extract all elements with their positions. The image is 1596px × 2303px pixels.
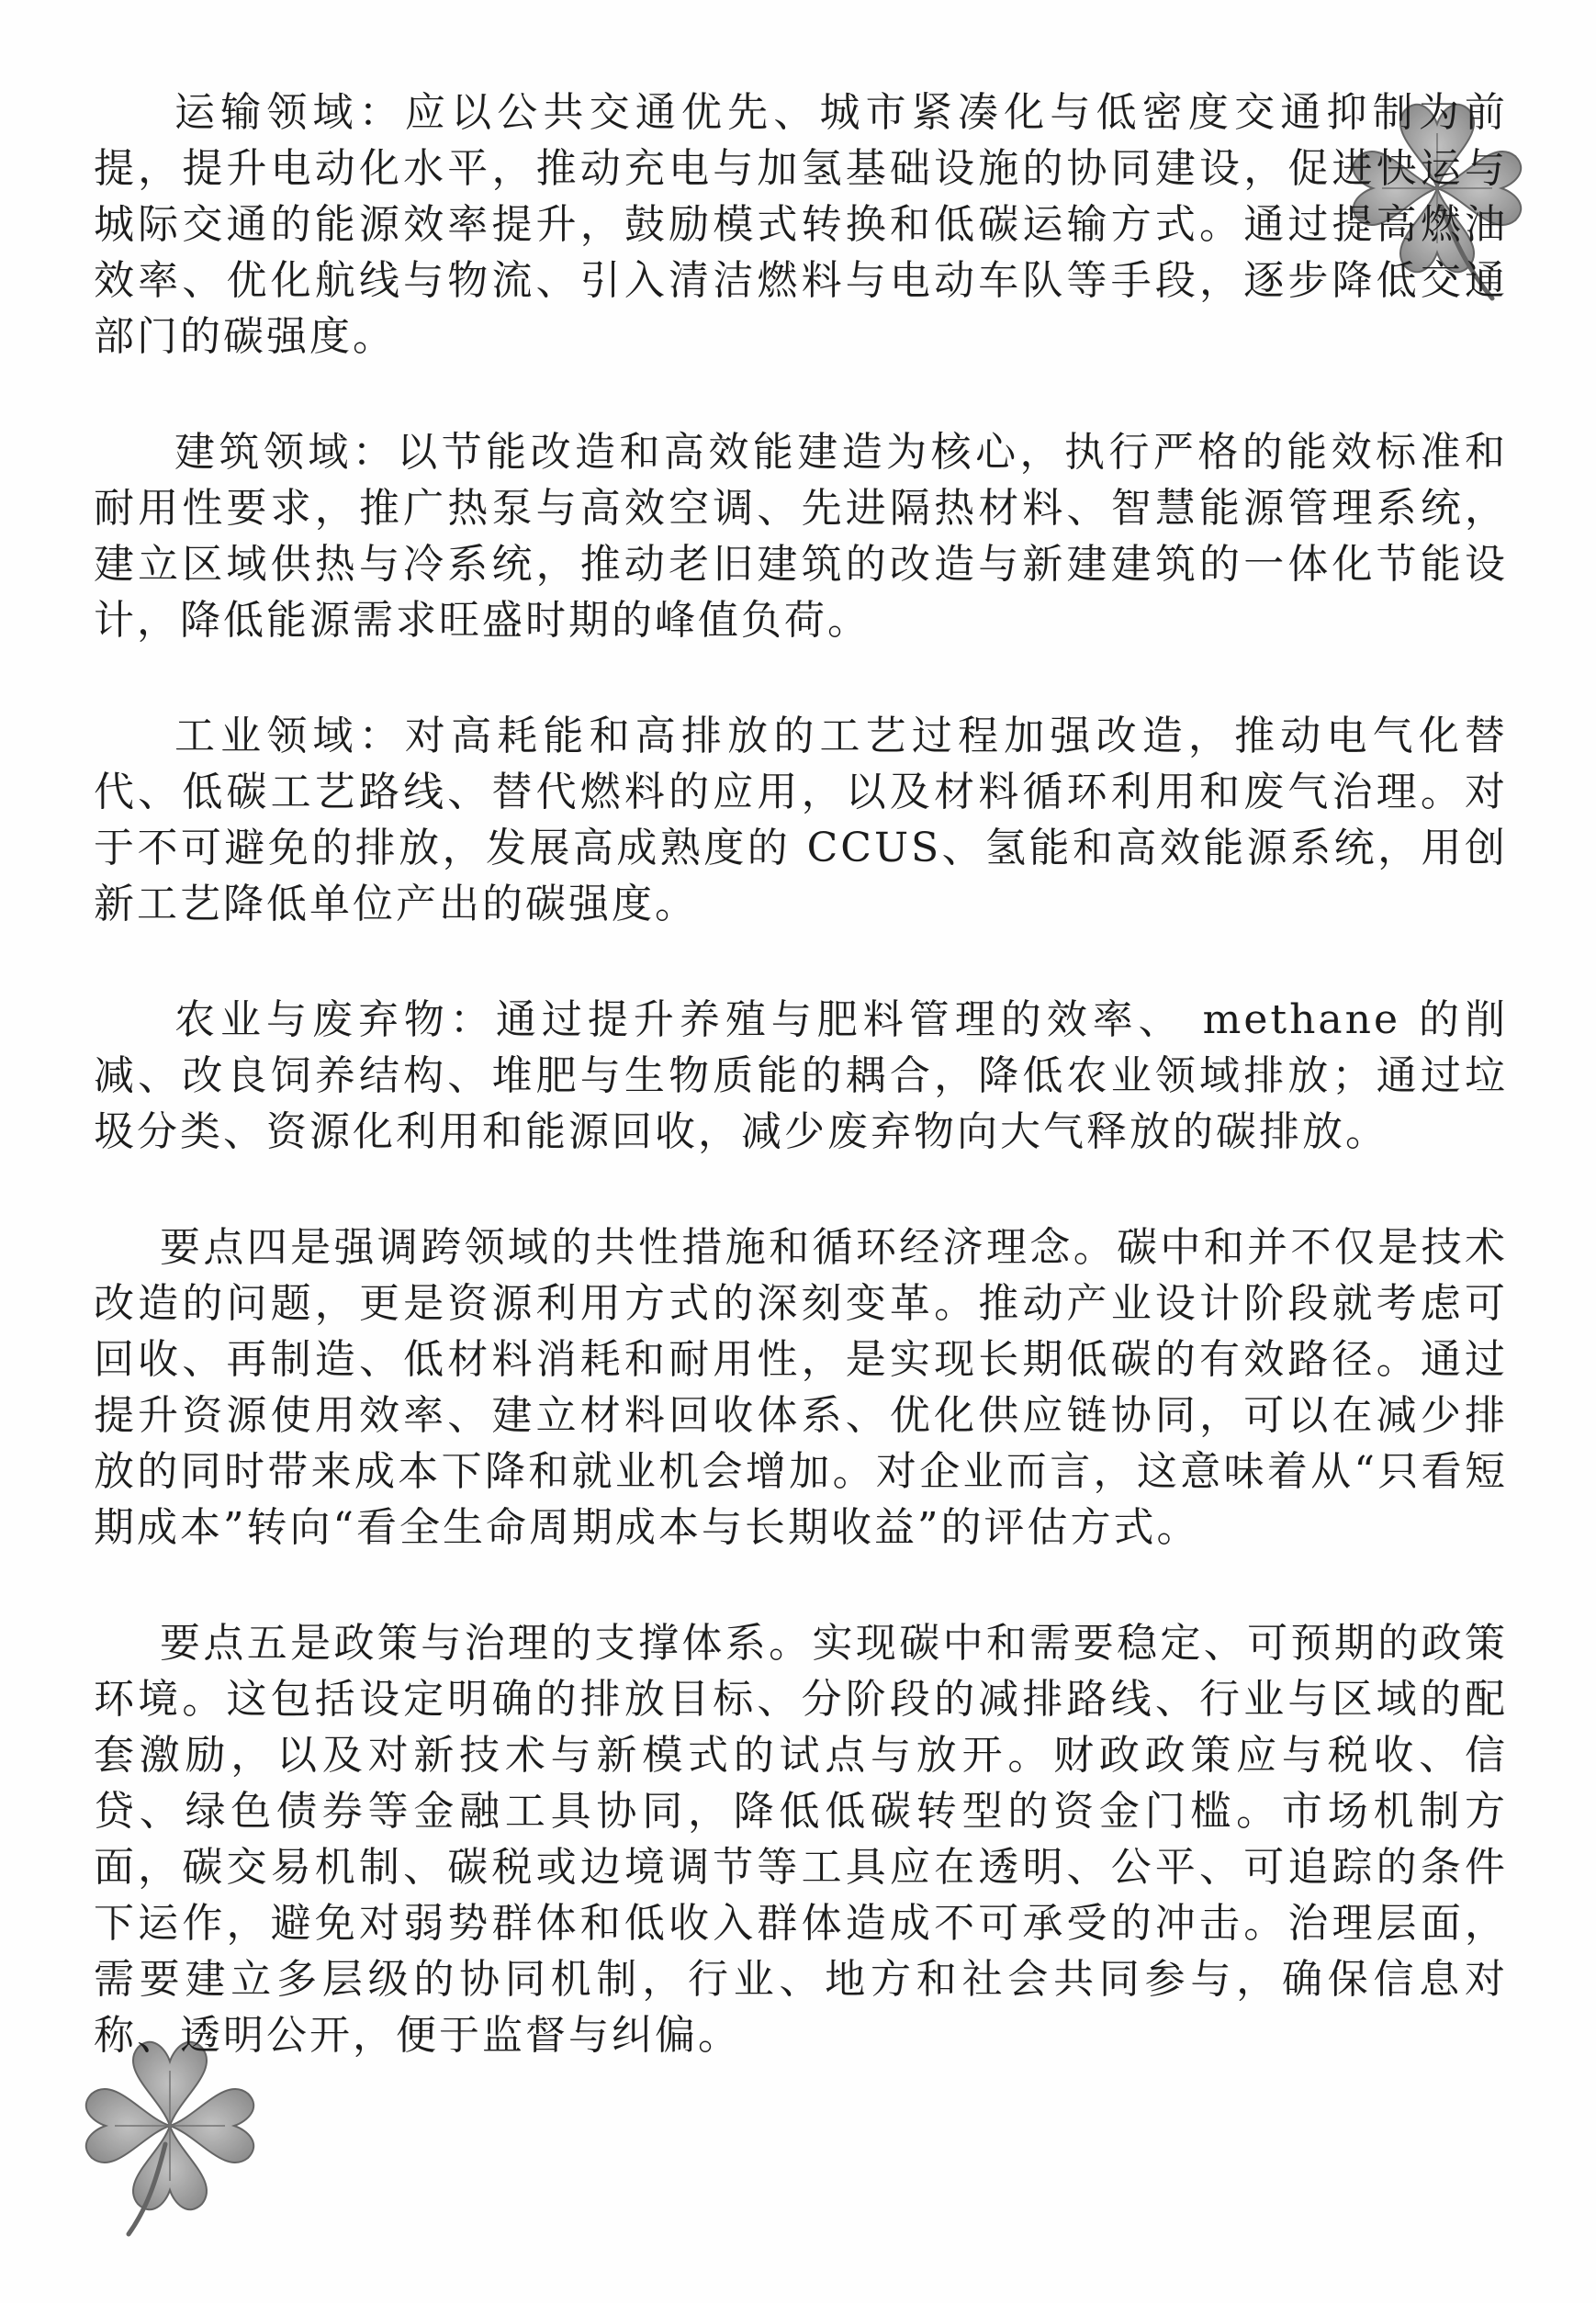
body-text (94, 84, 1508, 2063)
paragraph-point-five: 要点五是政策与治理的支撑体系。实现碳中和需要稳定、可预期的政策环境。这包括设定明确的排放目标、分阶段的减排路线、行业与区域的配套激励，以及对新技术与新模式的试点与放开。财政政策应与税收、信贷、绿色债券等金融工具协同，降低低碳转型的资金门槛。市场机制方面，碳交易机制、碳税或边境调节等工具应在透明、公平、可追踪的条件下运作，避免对弱势群体和低收入群体造成不可承受的冲击。治理层面，需要建立多层级的协同机制，行业、地方和社会共同参与，确保信息对称、透明公开，便于监督与纠偏。 (94, 1620, 1508, 2059)
paragraph-industry: 工业领域：对高耗能和高排放的工艺过程加强改造，推动电气化替代、低碳工艺路线、替代燃料的应用，以及材料循环利用和废气治理。对于不可避免的排放，发展高成熟度的 CCUS、氢能和高效能源系统，用创新工艺降低单位产出的碳强度。 (94, 713, 1508, 927)
paragraph-buildings: 建筑领域：以节能改造和高效能建造为核心，执行严格的能效标准和耐用性要求，推广热泵与高效空调、先进隔热材料、智慧能源管理系统，建立区域供热与冷系统，推动老旧建筑的改造与新建建筑的一体化节能设计，降低能源需求旺盛时期的峰值负荷。 (94, 429, 1508, 644)
four-leaf-clover-icon (83, 2039, 257, 2241)
paragraph-transport: 运输领域：应以公共交通优先、城市紧凑化与低密度交通抑制为前提，提升电动化水平，推动充电与加氢基础设施的协同建设，促进快运与城际交通的能源效率提升，鼓励模式转换和低碳运输方式。通过提高燃油效率、优化航线与物流、引入清洁燃料与电动车队等手段，逐步降低交通部门的碳强度。 (94, 89, 1508, 360)
paragraph-point-four: 要点四是强调跨领域的共性措施和循环经济理念。碳中和并不仅是技术改造的问题，更是资源利用方式的深刻变革。推动产业设计阶段就考虑可回收、再制造、低材料消耗和耐用性，是实现长期低碳的有效路径。通过提升资源使用效率、建立材料回收体系、优化供应链协同，可以在减少排放的同时带来成本下降和就业机会增加。对企业而言，这意味着从“只看短期成本”转向“看全生命周期成本与长期收益”的评估方式。 (94, 1224, 1508, 1551)
paragraph-agriculture-waste: 农业与废弃物：通过提升养殖与肥料管理的效率、 methane 的削减、改良饲养结构、堆肥与生物质能的耦合，降低农业领域排放；通过垃圾分类、资源化利用和能源回收，减少废弃物向大气释放的碳排放。 (94, 996, 1508, 1155)
